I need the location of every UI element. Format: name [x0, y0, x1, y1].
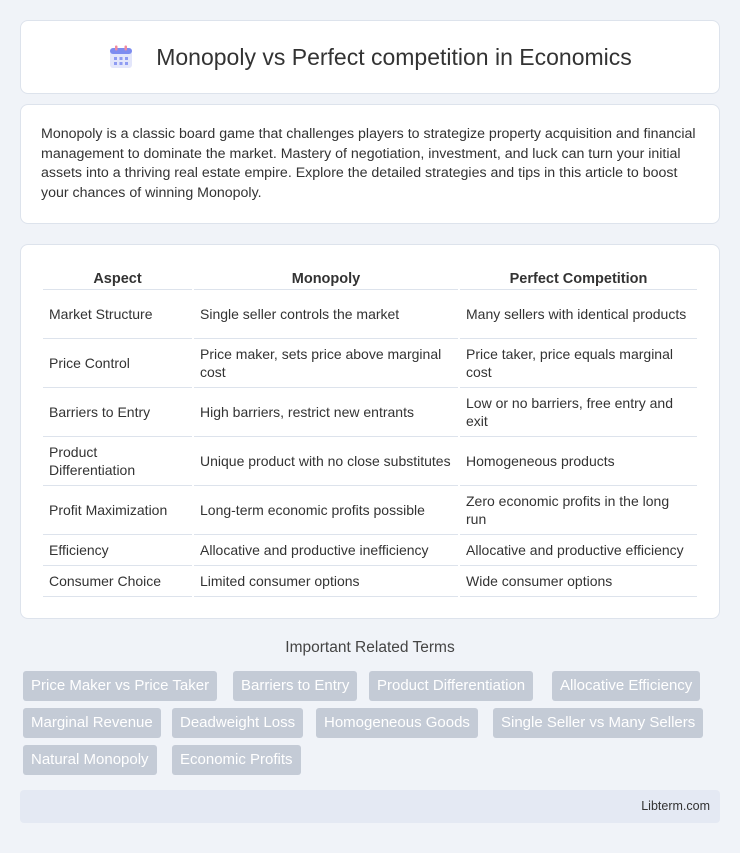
table-cell: Single seller controls the market	[194, 290, 458, 339]
table-header-row	[43, 265, 697, 290]
table-cell: Allocative and productive inefficiency	[194, 535, 458, 566]
tag-single-seller-vs-many-sellers[interactable]: Single Seller vs Many Sellers	[493, 708, 703, 738]
table-row	[43, 535, 697, 566]
table-row	[43, 566, 697, 597]
tag-product-differentiation[interactable]: Product Differentiation	[369, 671, 533, 701]
table-cell: Unique product with no close substitutes	[194, 437, 458, 486]
tag-economic-profits[interactable]: Economic Profits	[172, 745, 301, 775]
table-cell: Wide consumer options	[460, 566, 697, 597]
table-row	[43, 290, 697, 339]
page-title: Monopoly vs Perfect competition in Economics	[156, 43, 632, 70]
table-cell: Many sellers with identical products	[460, 290, 697, 339]
intro-card	[20, 104, 720, 224]
table-cell: Low or no barriers, free entry and exit	[460, 388, 697, 437]
footer-site-link[interactable]: Libterm.com	[641, 799, 710, 813]
table-cell: Allocative and productive efficiency	[460, 535, 697, 566]
tag-marginal-revenue[interactable]: Marginal Revenue	[23, 708, 161, 738]
table-cell: High barriers, restrict new entrants	[194, 388, 458, 437]
table-row	[43, 339, 697, 388]
table-cell: Market Structure	[43, 290, 192, 339]
header-perfect-competition: Perfect Competition	[460, 265, 697, 290]
table-row	[43, 486, 697, 535]
table-row	[43, 437, 697, 486]
table-cell: Limited consumer options	[194, 566, 458, 597]
table-cell: Homogeneous products	[460, 437, 697, 486]
table-cell: Profit Maximization	[43, 486, 192, 535]
intro-text: Monopoly is a classic board game that challenges players to strategize property acquisition and financial management to dominate the market. Mastery of negotiation, investment, and luck can turn your initial assets into a thriving real estate empire. Explore the detailed strategies and tips in this article to boost your chances of winning Monopoly.	[41, 126, 696, 201]
header-aspect: Aspect	[43, 265, 192, 290]
calendar-icon	[108, 44, 134, 70]
comparison-table	[41, 265, 699, 597]
table-cell: Price taker, price equals marginal cost	[460, 339, 697, 388]
tag-allocative-efficiency[interactable]: Allocative Efficiency	[552, 671, 700, 701]
table-cell: Price maker, sets price above marginal cost	[194, 339, 458, 388]
table-cell: Price Control	[43, 339, 192, 388]
table-cell: Zero economic profits in the long run	[460, 486, 697, 535]
related-terms-title: Important Related Terms	[285, 639, 455, 656]
tag-deadweight-loss[interactable]: Deadweight Loss	[172, 708, 303, 738]
tag-natural-monopoly[interactable]: Natural Monopoly	[23, 745, 157, 775]
header-monopoly: Monopoly	[194, 265, 458, 290]
title-card	[20, 20, 720, 94]
tag-price-maker-vs-price-taker[interactable]: Price Maker vs Price Taker	[23, 671, 217, 701]
table-row	[43, 388, 697, 437]
tag-homogeneous-goods[interactable]: Homogeneous Goods	[316, 708, 478, 738]
table-cell: Barriers to Entry	[43, 388, 192, 437]
table-cell: Product Differentiation	[43, 437, 192, 486]
table-cell: Efficiency	[43, 535, 192, 566]
tag-barriers-to-entry[interactable]: Barriers to Entry	[233, 671, 357, 701]
table-cell: Consumer Choice	[43, 566, 192, 597]
comparison-card	[20, 244, 720, 619]
table-cell: Long-term economic profits possible	[194, 486, 458, 535]
footer	[20, 790, 720, 823]
